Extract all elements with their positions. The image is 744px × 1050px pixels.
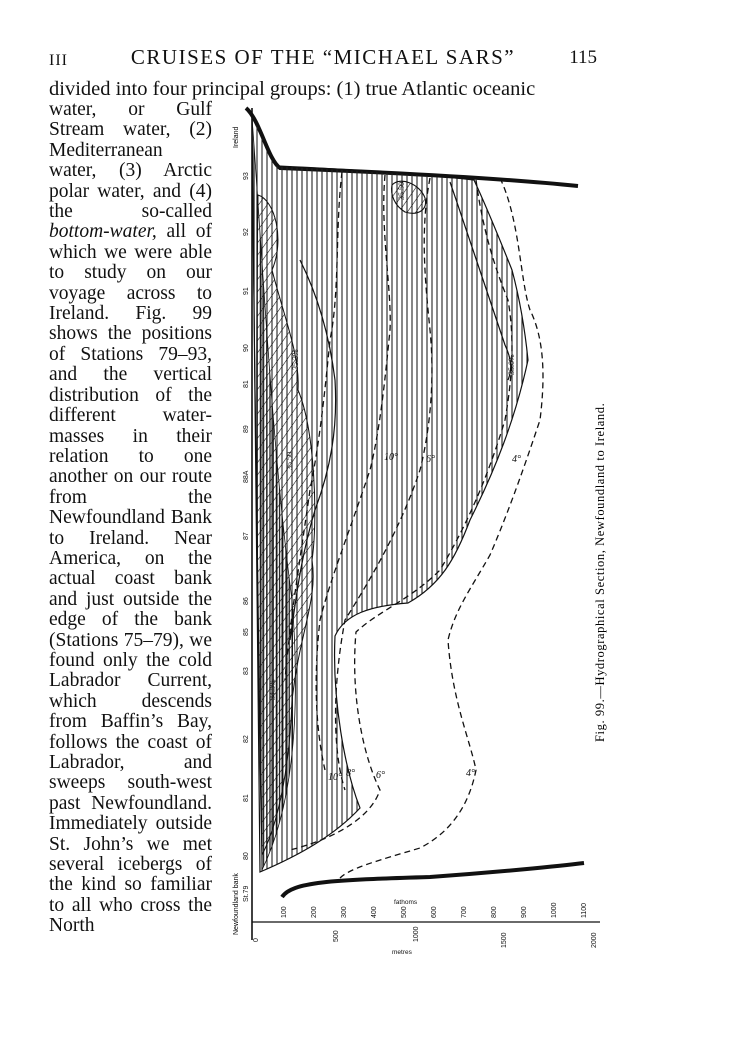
metres-label: metres: [392, 949, 412, 956]
fathom-tick: 200: [311, 906, 318, 918]
isotherm-label: 8°: [346, 768, 355, 779]
fathom-tick: 100: [281, 906, 288, 918]
isotherm-label: 4°: [466, 768, 475, 779]
station-label: 81: [243, 794, 250, 802]
station-label: 85: [243, 628, 250, 636]
fathoms-label: fathoms: [394, 899, 418, 906]
first-body-line: divided into four principal groups: (1) true Atlantic oceanic: [49, 78, 536, 100]
salinity-label: 35.3%: [291, 349, 300, 370]
station-label: St.79: [243, 885, 250, 902]
fathom-tick: 1100: [581, 902, 588, 918]
station-label: 89: [243, 425, 250, 433]
salinity-label: 35.50: [285, 452, 294, 470]
station-label: 91: [243, 287, 250, 295]
chapter-number: III: [49, 52, 68, 69]
salinity-label: 34.5%: [268, 679, 277, 700]
running-title: CRUISES OF THE “MICHAEL SARS”: [130, 45, 516, 69]
isotherm-label: 10°: [384, 452, 398, 463]
seabed-newfoundland: [282, 863, 584, 897]
ireland-label: Ireland: [233, 126, 240, 148]
fathom-tick: 600: [431, 906, 438, 918]
station-label: 93: [243, 172, 250, 180]
metre-scale: [253, 926, 598, 956]
station-label: 86: [243, 597, 250, 605]
station-label: 82: [243, 735, 250, 743]
station-labels: [243, 172, 250, 902]
metre-tick: 1000: [413, 926, 420, 942]
fathom-tick: 800: [491, 906, 498, 918]
station-label: 81: [243, 380, 250, 388]
station-label: 80: [243, 852, 250, 860]
fathom-tick: 900: [521, 906, 528, 918]
metre-tick: 0: [253, 938, 260, 942]
metre-tick: 1500: [501, 932, 508, 948]
fathom-tick: 400: [371, 906, 378, 918]
station-label: 90: [243, 344, 250, 352]
isotherm-label: 6°: [376, 770, 385, 781]
column-text-a: water, or Gulf Stream water, (2) Mediterranean water, (3) Arctic polar water, and (4) the so-called: [49, 99, 212, 223]
metre-tick: 2000: [591, 932, 598, 948]
station-label: 88A: [243, 470, 250, 483]
page-number: 115: [569, 47, 597, 68]
fathom-tick: 700: [461, 906, 468, 918]
italic-term: bottom-water,: [49, 221, 157, 243]
fathom-scale: [281, 899, 588, 918]
figure-caption: Fig. 99.—Hydrographical Section, Newfoundland to Ireland.: [593, 402, 607, 742]
fathom-tick: 500: [401, 906, 408, 918]
station-label: 87: [243, 532, 250, 540]
metre-tick: 500: [333, 930, 340, 942]
column-text-b: all of which we were able to study on our voyage across to Ireland. Fig. 99 shows the positions of Stations 79–93, and the vertical distribution of the different water-masses in their relation to one another on our route from the Newfoundland Bank to Ireland. Near America, on the actual coast bank and just outside the edge of the bank (Stations 75–79), we found only the cold Labrador Current, which descends from Baffin’s Bay, follows the coast of Labrador, and sweeps south-west past Newfoundland. Immediately outside St. John’s we met several icebergs of the kind so familiar to all who cross the North: [49, 221, 212, 937]
fathom-tick: 300: [341, 906, 348, 918]
isotherm-label: 10°: [328, 772, 342, 783]
newfoundland-label: Newfoundland bank: [233, 873, 240, 935]
salinity-label: 35.0%: [507, 354, 516, 375]
isotherm-label: 4°: [512, 454, 521, 465]
isotherm-label: 6°: [426, 454, 435, 465]
fathom-tick: 1000: [551, 902, 558, 918]
station-label: 92: [243, 228, 250, 236]
station-label: 83: [243, 667, 250, 675]
salinity-label: 35.50: [397, 182, 406, 200]
